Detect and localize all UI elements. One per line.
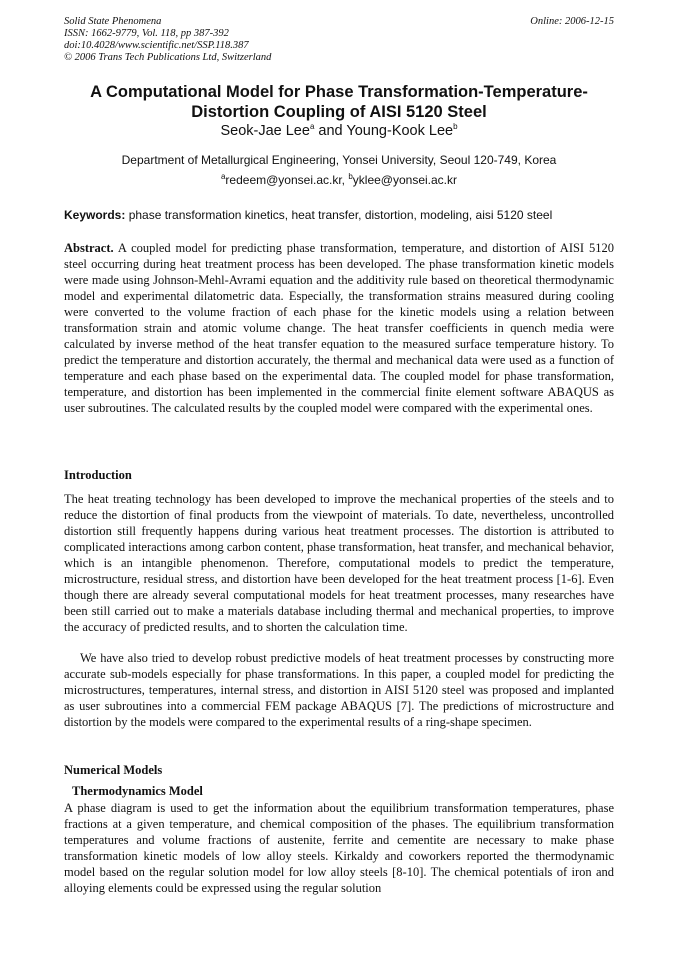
introduction-para-2: We have also tried to develop robust predictive models of heat treatment processes by constructing more accurate sub-models especially for phase transformations. In this paper, a coupled model for predicting the microstructures, temperatures, internal stress, and distortion in AISI 5120 steel was proposed and implanted as user subroutines into a commercial FEM package ABAQUS [7]. The predictions of microstructure and distortion by the models were compared to the experimental results of a ring-shape specimen. (64, 651, 614, 729)
journal-name: Solid State Phenomena (64, 16, 162, 27)
abstract-label: Abstract. (64, 241, 114, 255)
email-b-sup: b (348, 172, 353, 181)
emails (60, 173, 618, 187)
keywords (64, 208, 616, 222)
doi-line: doi:10.4028/www.scientific.net/SSP.118.387 (64, 40, 249, 51)
paper-title-line-1: A Computational Model for Phase Transformation-Temperature- (90, 83, 588, 101)
issn-line: ISSN: 1662-9779, Vol. 118, pp 387-392 (64, 28, 229, 39)
author-1: Seok-Jae Lee (220, 123, 310, 139)
introduction-para-1: The heat treating technology has been developed to improve the mechanical properties of the steels and to reduce the distortion of final products from the viewpoint of materials. To date, nevertheless, uncontrolled distortion still frequently happens during various heat treatment processes. The distortion is attributed to complicated interactions among carbon content, phase transformation, heat transfer, and mechanical behavior, which is an intangible phenomenon. Therefore, computational models to predict the temperature, microstructure, residual stress, and distortion have been developed for the heat treatment process [1-6]. Even though there are already several computational models for heat treatment processes, many researches have been still carried out to make a materials database including thermal and mechanical properties, to improve the accuracy of predicted results, and to shorten the calculation time. (64, 492, 614, 634)
email-a-sup: a (220, 172, 226, 181)
paper-title-line-2: Distortion Coupling of AISI 5120 Steel (191, 103, 487, 121)
copyright-line: © 2006 Trans Tech Publications Ltd, Switzerland (64, 52, 272, 63)
affiliation: Department of Metallurgical Engineering, Yonsei University, Seoul 120-749, Korea (121, 153, 557, 167)
author-2: Young-Kook Lee (346, 123, 454, 139)
authors (60, 123, 618, 139)
author-joiner: and (314, 123, 347, 139)
numerical-models-heading: Numerical Models (64, 763, 163, 777)
numerical-para-1: A phase diagram is used to get the information about the equilibrium transformation temperatures, phase fractions at a given temperature, and chemical composition of the phases. The equilibrium transformation temperatures and volume fractions of austenite, ferrite and cementite are necessary to make phase transformation kinetic models of low alloy steels. Kirkaldy and coworkers reported the thermodynamic model based on the regular solution model for low alloy steels [8-10]. The chemical potentials of iron and alloying elements could be expressed using the regular solution (64, 801, 614, 895)
thermodynamics-model-heading: Thermodynamics Model (72, 784, 203, 798)
keywords-text: phase transformation kinetics, heat transfer, distortion, modeling, aisi 5120 steel (125, 208, 553, 222)
introduction-heading: Introduction (64, 468, 132, 482)
online-date: Online: 2006-12-15 (530, 16, 614, 27)
keywords-label: Keywords: (64, 208, 126, 222)
email-b: yklee@yonsei.ac.kr (352, 173, 458, 187)
author-2-sup: b (453, 122, 458, 132)
abstract-text: A coupled model for predicting phase transformation, temperature, and distortion of AISI 5120 steel occurring during heat treatment process has been developed. The phase transformation kinetic models were made using Johnson-Mehl-Avrami equation and the additivity rule based on theoretical thermodynamic model and experimental dilatometric data. Especially, the transformation strains measured during cooling were converted to the volume fraction of each phase for the kinetic models using a relation between transformation strain and atomic volume change. The heat transfer coefficients in quench media were calculated by inverse method of the heat transfer equation to the measured surface temperature history. To predict the temperature and distortion accurately, the thermal and mechanical data were used as a function of temperature and each phase based on the experimental data. The coupled model for phase transformation, temperature, and distortion has been implemented in the commercial finite element software ABAQUS as user subroutines. The calculated results by the coupled model were compared with the experimental ones. (64, 241, 614, 415)
author-1-sup: a (309, 122, 315, 132)
email-a: redeem@yonsei.ac.kr, (225, 173, 349, 187)
abstract (64, 240, 614, 416)
